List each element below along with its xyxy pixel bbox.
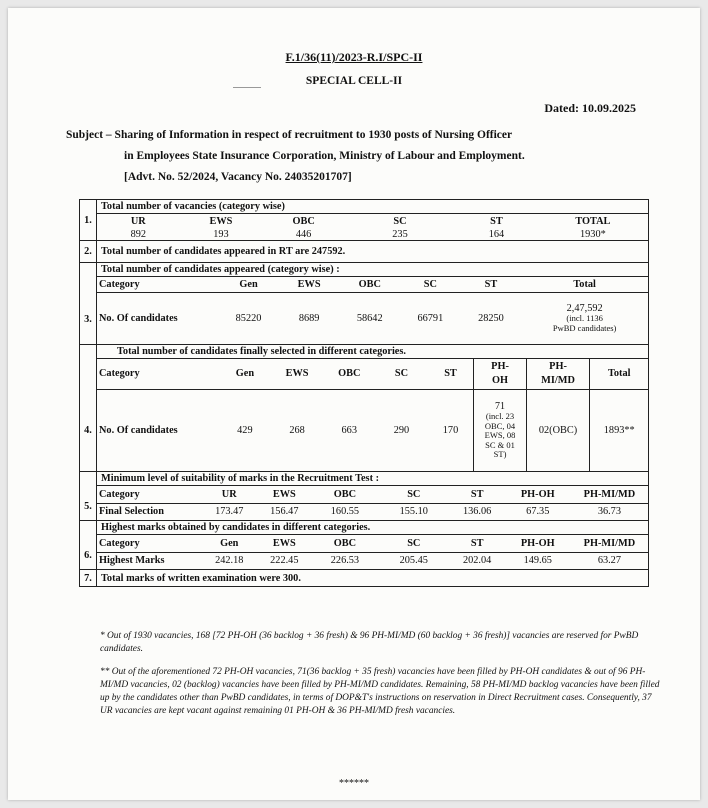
header-gen: Gen [235, 368, 255, 380]
header-category: Category [99, 368, 140, 380]
table-row [80, 200, 649, 241]
value-total: 1893** [590, 389, 648, 471]
row-number: 6. [80, 521, 97, 570]
header-ews: EWS [272, 537, 296, 549]
header-ur: UR [130, 215, 146, 227]
header-ews: EWS [297, 278, 321, 290]
table-row [80, 241, 649, 263]
header-obc: OBC [292, 215, 315, 227]
header-obc: OBC [333, 537, 357, 549]
value-st: 202.04 [450, 552, 505, 569]
row-number: 7. [80, 570, 97, 587]
end-marker: ****** [339, 778, 369, 789]
header-sc: SC [394, 368, 409, 380]
value-obc: 58642 [339, 292, 400, 344]
header-st: ST [484, 278, 498, 290]
footnote-2: ** Out of the aforementioned 72 PH-OH vacancies, 71(36 backlog + 35 fresh) vacancies have been filled by PH-OH candidates & out of 96 PH-MI/MD vacancies, 02 (backlog) vacancies have been filled by PH-MI/MD candidates. Remaining, 58 PH-MI/MD backlog vacancies have been filled up by the candidates other than PwBD candidates, in terms of DOP&T's instructions on reservation in Direct Recruitment cases. Consequently, 37 UR vacancies are kept vacant against remaining 01 PH-OH & 36 PH-MI/MD fresh vacancies. [100, 667, 660, 716]
value-sc: 66791 [400, 292, 461, 344]
value-st: 164 [488, 228, 505, 240]
value-ph-oh: 67.35 [505, 503, 571, 520]
value-ph-mimd: 02(OBC) [526, 389, 590, 471]
value-total: 1930* [580, 228, 606, 240]
header-total: Total [573, 278, 596, 290]
file-reference: F.1/36(11)/2023-R.I/SPC-II [285, 50, 423, 64]
value-sc: 235 [392, 228, 408, 240]
row-number: 4. [80, 345, 97, 472]
header-st: ST [470, 537, 484, 549]
table-row [80, 345, 649, 472]
value-obc: 160.55 [312, 503, 378, 520]
row-text: Total number of candidates appeared in RT are 247592. [97, 241, 649, 263]
value-ews: 156.47 [257, 503, 312, 520]
total-note: PwBD candidates) [552, 322, 617, 333]
table-row [80, 263, 649, 345]
ph-oh-note: OBC, 04 [484, 420, 516, 431]
header-obc: OBC [358, 278, 381, 290]
header-category: Category [99, 278, 140, 290]
header-ph-mimd: PH-MI/MD [583, 537, 636, 549]
value-ews: 222.45 [257, 552, 312, 569]
table-row [80, 570, 649, 587]
value-gen: 85220 [218, 292, 279, 344]
value-st: 136.06 [450, 503, 505, 520]
header-category: Category [99, 537, 140, 549]
header-category: Category [99, 488, 140, 500]
value-sc: 290 [375, 389, 427, 471]
row-title: Total number of candidates finally selected in different categories. [97, 345, 648, 359]
row-label: Final Selection [97, 503, 202, 520]
table-row [80, 472, 649, 521]
subject-line-1: Subject – Sharing of Information in respect of recruitment to 1930 posts of Nursing Officer [66, 129, 513, 141]
value-ur: 173.47 [202, 503, 257, 520]
row-number: 2. [80, 241, 97, 263]
row-title: Minimum level of suitability of marks in the Recruitment Test : [97, 472, 648, 486]
row-title: Total number of vacancies (category wise) [97, 200, 648, 214]
row-title: Highest marks obtained by candidates in different categories. [97, 521, 648, 535]
value-obc: 226.53 [312, 552, 378, 569]
document-date: Dated: 10.09.2025 [544, 101, 636, 115]
header-obc: OBC [338, 368, 361, 380]
value-obc: 663 [323, 389, 375, 471]
header-total: TOTAL [575, 215, 611, 227]
document-page [8, 8, 700, 800]
row-label: Highest Marks [97, 552, 202, 569]
header-ews: EWS [285, 368, 309, 380]
header-st: ST [444, 368, 457, 380]
value-ews: 268 [271, 389, 323, 471]
header-sc: SC [393, 215, 407, 227]
subject-block [66, 125, 525, 188]
recruitment-table [79, 199, 649, 587]
header-st: ST [470, 488, 484, 500]
ph-oh-note: EWS, 08 [484, 430, 516, 440]
row-number: 1. [80, 200, 97, 241]
subject-line-2: in Employees State Insurance Corporation, Ministry of Labour and Employment. [124, 150, 525, 162]
header-ph-oh: PH-OH [520, 537, 555, 549]
value-sc: 155.10 [378, 503, 450, 520]
header-ews: EWS [209, 215, 233, 227]
header-ph-mimd: PH-MI/MD [583, 488, 636, 500]
footnote-1: * Out of 1930 vacancies, 168 [72 PH-OH (36 backlog + 36 fresh) & 96 PH-MI/MD (60 backlog + 36 fresh)] vacancies are reserved for PwBD candidates. [100, 631, 639, 654]
divider [233, 87, 261, 88]
value-gen: 429 [219, 389, 271, 471]
value-total: 2,47,592 [566, 303, 603, 315]
value-ph-oh: 71 [495, 401, 506, 412]
value-ews: 8689 [279, 292, 340, 344]
header-ews: EWS [272, 488, 296, 500]
header-ph-oh: PH-OH [520, 488, 555, 500]
subject-line-3: [Advt. No. 52/2024, Vacancy No. 24035201707] [124, 171, 352, 183]
value-ews: 193 [213, 228, 229, 240]
header-gen: Gen [220, 537, 239, 549]
header-st: ST [490, 215, 503, 227]
value-sc: 205.45 [378, 552, 450, 569]
header-obc: OBC [333, 488, 357, 500]
total-note: (incl. 1136 [566, 313, 603, 324]
header-ph-mimd: PH- MI/MD [526, 359, 590, 389]
row-label: No. Of candidates [97, 292, 218, 344]
ph-oh-note: ST) [493, 449, 507, 459]
value-st: 170 [428, 389, 474, 471]
row-title: Total number of candidates appeared (category wise) : [97, 263, 648, 277]
value-ph-mimd: 36.73 [571, 503, 648, 520]
table-row [80, 521, 649, 570]
value-obc: 446 [295, 228, 312, 240]
row-number: 3. [80, 263, 97, 345]
section-heading: SPECIAL CELL-II [305, 75, 403, 87]
header-sc: SC [423, 278, 437, 290]
ph-oh-note: SC & 01 [485, 439, 515, 450]
value-gen: 242.18 [202, 552, 257, 569]
value-ph-oh: 149.65 [505, 552, 571, 569]
row-number: 5. [80, 472, 97, 521]
header-total: Total [590, 359, 648, 389]
header-sc: SC [407, 537, 421, 549]
row-label: No. Of candidates [97, 389, 219, 471]
header-ur: UR [221, 488, 237, 500]
header-sc: SC [407, 488, 421, 500]
header-gen: Gen [239, 278, 258, 290]
value-st: 28250 [461, 292, 522, 344]
header-ph-oh: PH- OH [474, 359, 526, 389]
row-text: Total marks of written examination were 300. [97, 570, 649, 587]
ph-oh-note: (incl. 23 [485, 411, 515, 421]
value-ph-mimd: 63.27 [571, 552, 648, 569]
value-ur: 892 [130, 228, 147, 240]
